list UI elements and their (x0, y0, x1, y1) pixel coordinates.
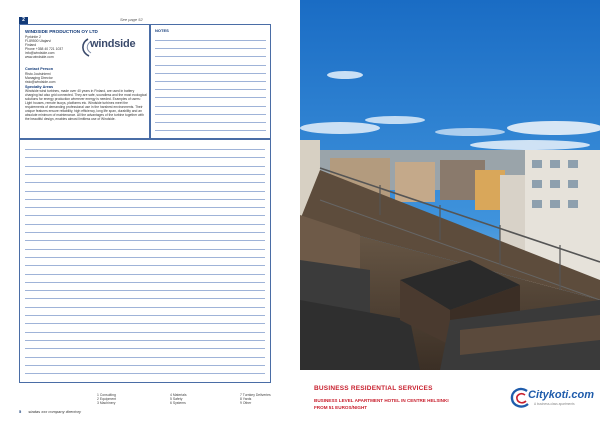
legend-column (240, 393, 271, 406)
ruled-line (25, 174, 265, 175)
ruled-line (25, 365, 265, 366)
ruled-line (25, 215, 265, 216)
legend-item: 7 Turnkey Deliveries (240, 393, 271, 397)
contact-person-heading: Contact Person (25, 67, 54, 71)
footer-text: stadas xxx company directory (28, 409, 82, 414)
ruled-line (25, 191, 265, 192)
ruled-line (25, 274, 265, 275)
legend-item: 1 Consulting (97, 393, 116, 397)
phone: Phone +358 40 721 1037 (25, 47, 64, 52)
contact-name: Risto Joutsiniemi (25, 72, 51, 76)
specialty-text: Windside wind turbines, made over 40 years in Finland, are used in battery charging but also grid connected. They are safe, soundless and the most ecological solutions for energy production wherever energy is needed. Examples of users: Light houses, remote buoys, platforms etc. Windside turbines meet the requirements of demanding professional use in the harshest environments. Their unique features ensure reliability, high efficiency, long life span, durability and an absolute minimum of maintenance. All the advantages of the turbine together with the beautiful design, enables almost limitless use of Windside. (25, 89, 147, 121)
legend-column (97, 393, 116, 406)
contact-email[interactable]: risto@windside.com (25, 80, 56, 85)
ruled-line (25, 182, 265, 183)
legend-item: 4 Materials (170, 393, 187, 397)
ruled-line (155, 56, 266, 57)
logo-wordmark: windside (90, 38, 136, 50)
windside-logo (78, 36, 144, 58)
ruled-line (25, 149, 265, 150)
address-line: Finland (25, 43, 37, 48)
legend-item: 2 Equipment (97, 397, 117, 402)
ruled-line (25, 332, 265, 333)
ruled-line (25, 373, 265, 374)
notes-title: NOTES (155, 28, 169, 33)
company-name: WINDSIDE PRODUCTION OY LTD (25, 29, 98, 34)
ad-subtitle-line: BUSINESS LEVEL APARTMENT HOTEL IN CENTRE HELSINKI (314, 398, 449, 403)
ruled-line (25, 249, 265, 250)
logo-wordmark: Citykoti.com (528, 389, 595, 401)
ruled-line (155, 65, 266, 66)
ruled-line (25, 282, 265, 283)
ruled-line (25, 307, 265, 308)
ruled-line (25, 232, 265, 233)
ruled-line (155, 89, 266, 90)
ruled-line (25, 224, 265, 225)
email-link[interactable]: info@windside.com (25, 51, 55, 56)
specialty-heading: Specialty Areas (25, 85, 54, 89)
legend-column (170, 393, 187, 406)
ruled-line (25, 257, 265, 258)
ruled-line (25, 357, 265, 358)
ruled-line (155, 122, 266, 123)
ad-title: BUSINESS RESIDENTIAL SERVICES (314, 385, 433, 392)
ruled-line (155, 73, 266, 74)
website-link[interactable]: www.windside.com (25, 55, 54, 60)
ruled-line (155, 48, 266, 49)
citykoti-logo[interactable] (508, 385, 595, 411)
logo-tagline: A business-class apartments (534, 402, 575, 406)
ruled-line (25, 265, 265, 266)
see-page-reference: See page 52 (120, 17, 143, 22)
ruled-line (155, 81, 266, 82)
ruled-line (25, 240, 265, 241)
right-page (300, 0, 600, 424)
contact-role: Managing Director (25, 76, 53, 81)
ruled-line (25, 323, 265, 324)
address-line: Pyrkintie 2 (25, 35, 41, 39)
writing-area (19, 139, 271, 383)
ruled-line (25, 290, 265, 291)
ruled-line (25, 315, 265, 316)
legend-item: 6 Systems (170, 401, 186, 406)
contact-details (25, 72, 55, 84)
ruled-line (155, 97, 266, 98)
page-number: 5 (19, 409, 22, 414)
ruled-line (155, 40, 266, 41)
ad-subtitle (314, 397, 449, 411)
ruled-line (25, 157, 265, 158)
page-tag: 2 (19, 17, 28, 24)
terrace-photo-image (300, 0, 600, 370)
notes-box (150, 24, 271, 139)
ruled-line (155, 130, 266, 131)
ruled-line (25, 348, 265, 349)
ruled-line (155, 106, 266, 107)
legend-item: 3 Machinery (97, 401, 116, 406)
address-line: FI-89500 Utajarvi (25, 39, 52, 44)
legend-item: 8 Yards (240, 397, 252, 402)
legend-item: 9 Other (240, 401, 252, 406)
page-footer (19, 409, 81, 414)
ruled-line (155, 114, 266, 115)
company-listing (19, 24, 150, 139)
company-address (25, 35, 63, 60)
ruled-line (25, 199, 265, 200)
ad-subtitle-price: FROM 51 EUROS/NIGHT (314, 405, 368, 410)
rooftop-terrace-photo (300, 0, 600, 370)
ruled-line (25, 207, 265, 208)
ruled-line (25, 298, 265, 299)
legend-item: 5 Safety (170, 397, 183, 402)
ruled-line (25, 340, 265, 341)
ruled-line (25, 166, 265, 167)
